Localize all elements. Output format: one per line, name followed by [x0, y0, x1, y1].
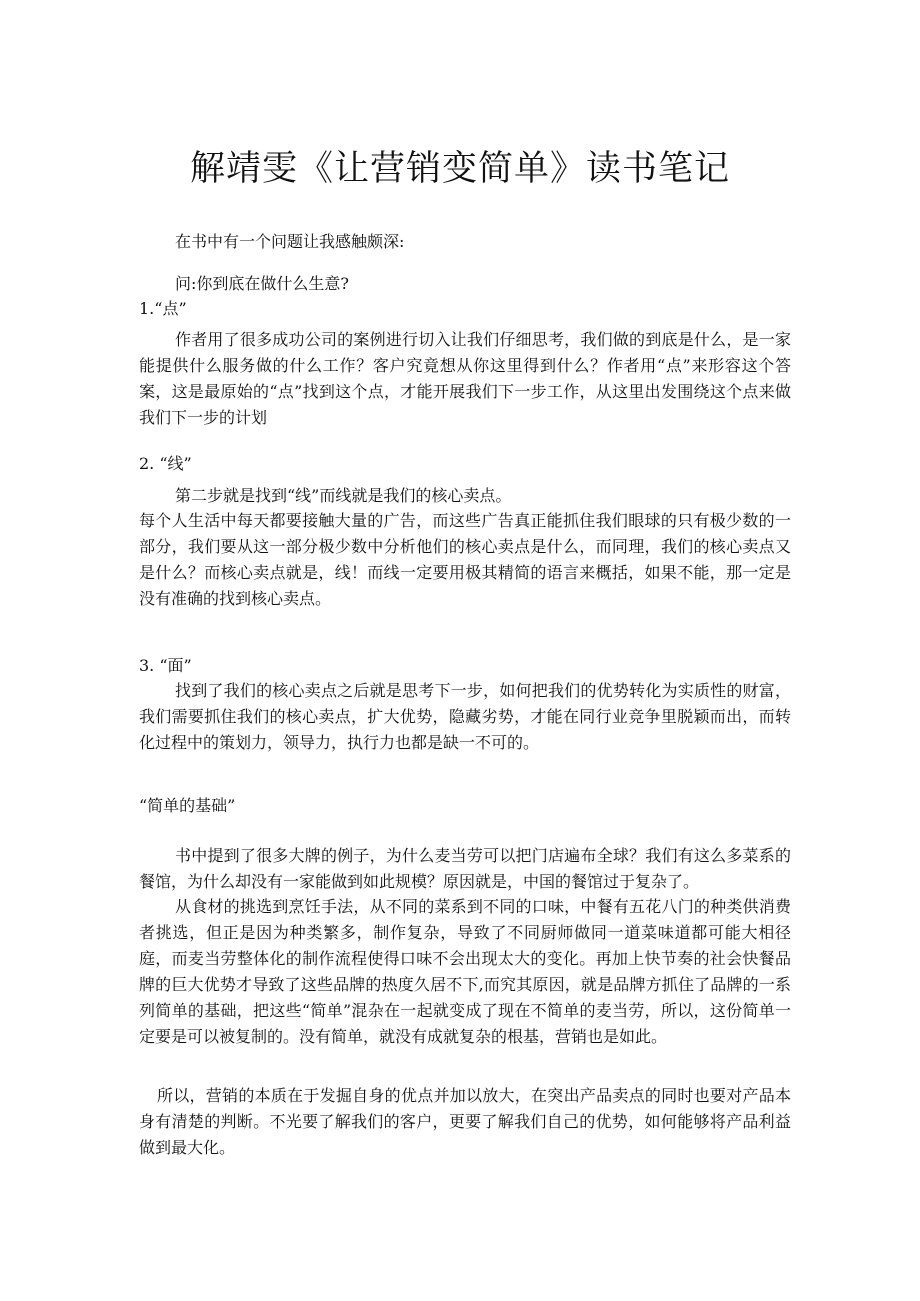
section-4-paragraph-2: 从食材的挑选到烹饪手法，从不同的菜系到不同的口味，中餐有五花八门的种类供消费者挑选，但正是因为种类繁多，制作复杂，导致了不同厨师做同一道菜味道都可能大相径庭，而麦当劳整体化的制作流程使得口味不会出现太大的变化。再加上快节奏的社会快餐品牌的巨大优势才导致了这些品牌的热度久居不下,而究其原因，就是品牌方抓住了品牌的一系列简单的基础，把这些“简单”混杂在一起就变成了现在不简单的麦当劳，所以，这份简单一定要是可以被复制的。没有简单，就没有成就复杂的根基，营销也是如此。 [139, 897, 791, 1046]
question-paragraph: 问:你到底在做什么生意? [175, 274, 349, 293]
section-4-paragraph-3: 所以，营销的本质在于发掘自身的优点并加以放大，在突出产品卖点的同时也要对产品本身有清楚的判断。不光要了解我们的客户，更要了解我们自己的优势，如何能够将产品利益做到最大化。 [139, 1086, 791, 1157]
section-1-heading: 1.“点” [139, 299, 187, 318]
section-2-paragraph-1: 第二步就是找到“线”而线就是我们的核心卖点。 [175, 486, 512, 505]
section-1-paragraph: 作者用了很多成功公司的案例进行切入让我们仔细思考，我们做的到底是什么，是一家能提供什么服务做的什么工作？客户究竟想从你这里得到什么？作者用“点”来形容这个答案，这是最原始的“点”找到这个点，才能开展我们下一步工作，从这里出发围绕这个点来做我们下一步的计划 [139, 330, 791, 427]
section-3-paragraph: 找到了我们的核心卖点之后就是思考下一步，如何把我们的优势转化为实质性的财富，我们需要抓住我们的核心卖点，扩大优势，隐藏劣势，才能在同行业竞争里脱颖而出，而转化过程中的策划力，领导力，执行力也都是缺一不可的。 [139, 681, 791, 752]
intro-paragraph: 在书中有一个问题让我感触颇深: [175, 232, 405, 251]
section-2-heading: 2. “线” [139, 454, 192, 473]
document-title: 解靖雯《让营销变简单》读书笔记 [189, 149, 730, 189]
section-2-paragraph-2: 每个人生活中每天都要接触大量的广告，而这些广告真正能抓住我们眼球的只有极少数的一部分，我们要从这一部分极少数中分析他们的核心卖点是什么，而同理，我们的核心卖点又是什么？而核心卖点就是，线！而线一定要用极其精简的语言来概括，如果不能，那一定是没有准确的找到核心卖点。 [139, 511, 791, 608]
section-4-paragraph-1: 书中提到了很多大牌的例子，为什么麦当劳可以把门店遍布全球？我们有这么多菜系的餐馆，为什么却没有一家能做到如此规模？原因就是，中国的餐馆过于复杂了。 [139, 846, 791, 891]
section-4-heading: “简单的基础” [139, 796, 236, 815]
section-3-heading: 3. “面” [139, 656, 192, 675]
